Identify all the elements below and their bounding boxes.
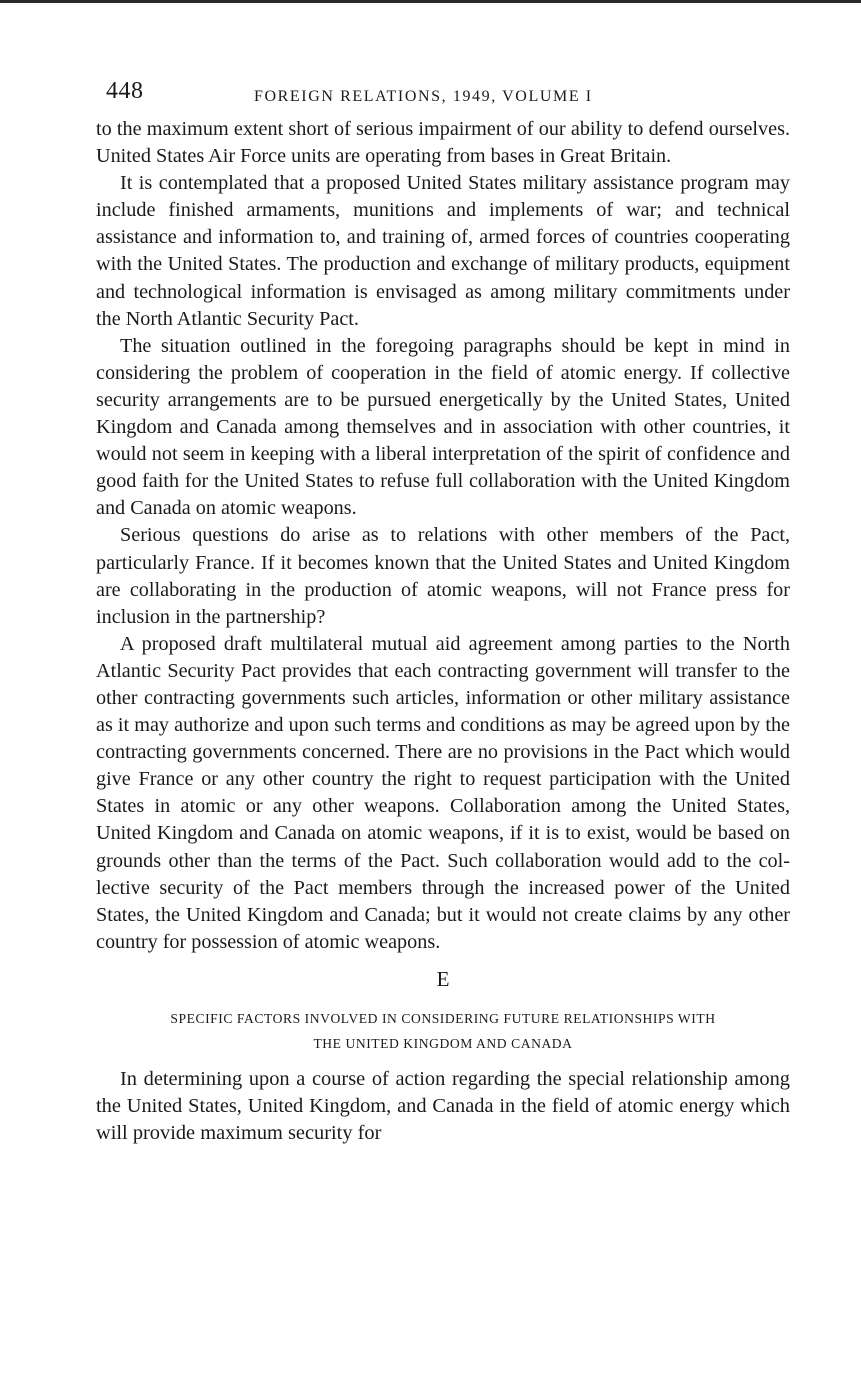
paragraph-continuation: to the maximum extent short of serious impairment of our ability to defend ourselves. United States Air Force units are operating from bases in Great Britain. — [96, 118, 790, 168]
section-heading — [96, 1006, 790, 1056]
paragraph-france-question: Serious questions do arise as to relations with other members of the Pact, particularly France. If it becomes known that the United States and United Kingdom are collaborating in the production of atomic weapons, will not France press for inclusion in the partnership? — [96, 524, 790, 628]
closing-text — [96, 1066, 790, 1148]
paragraph-cooperation: The situation outlined in the foregoing paragraphs should be kept in mind in considering the problem of cooperation in the field of atomic energy. If collective security arrangements are to be pursued energetically by the United States, United Kingdom and Canada among themselves and in association with other countries, it would not seem in keeping with a liberal interpretation of the spirit of confidence and good faith for the United States to refuse full collaboration with the United Kingdom and Canada on atomic weapons. — [96, 334, 790, 520]
paragraph-closing: In determining upon a course of action regarding the special relationship among the United States, United Kingdom, and Canada in the field of atomic energy which will provide maximum security for — [96, 1067, 790, 1145]
document-page — [96, 78, 790, 1148]
section-heading-line-2: THE UNITED KINGDOM AND CANADA — [313, 1035, 573, 1051]
scan-edge — [0, 0, 861, 3]
running-head — [96, 78, 790, 114]
paragraph-mutual-aid: A proposed draft multilateral mutual aid agreement among parties to the North Atlantic Security Pact provides that each contracting government will transfer to the other contracting governments such articles, information or other military assistance as it may authorize and upon such terms and conditions as may be agreed upon by the contracting governments concerned. There are no provisions in the Pact which would give France or any other country the right to request participation with the United States in atomic or any other weapons. Collaboration among the United States, United Kingdom and Canada on atomic weapons, if it is to exist, would be based on grounds other than the terms of the Pact. Such collaboration would add to the collective security of the Pact members through the increased power of the United States, the United Kingdom and Canada; but it would not create claims by any other country for possession of atomic weapons. — [96, 632, 790, 953]
body-text — [96, 116, 790, 956]
running-title: FOREIGN RELATIONS, 1949, VOLUME I — [254, 88, 593, 105]
page-number: 448 — [106, 78, 144, 104]
section-letter: E — [436, 966, 450, 991]
section-heading-line-1: SPECIFIC FACTORS INVOLVED IN CONSIDERING FUTURE RELATIONSHIPS WITH — [170, 1010, 716, 1026]
paragraph-military-assistance: It is contemplated that a proposed United States military assistance program may include finished armaments, munitions and implements of war; and technical assistance and information to, and training of, armed forces of countries cooperating with the United States. The production and exchange of military products, equipment and technological information is envisaged as among military commitments under the North Atlantic Security Pact. — [96, 172, 790, 330]
